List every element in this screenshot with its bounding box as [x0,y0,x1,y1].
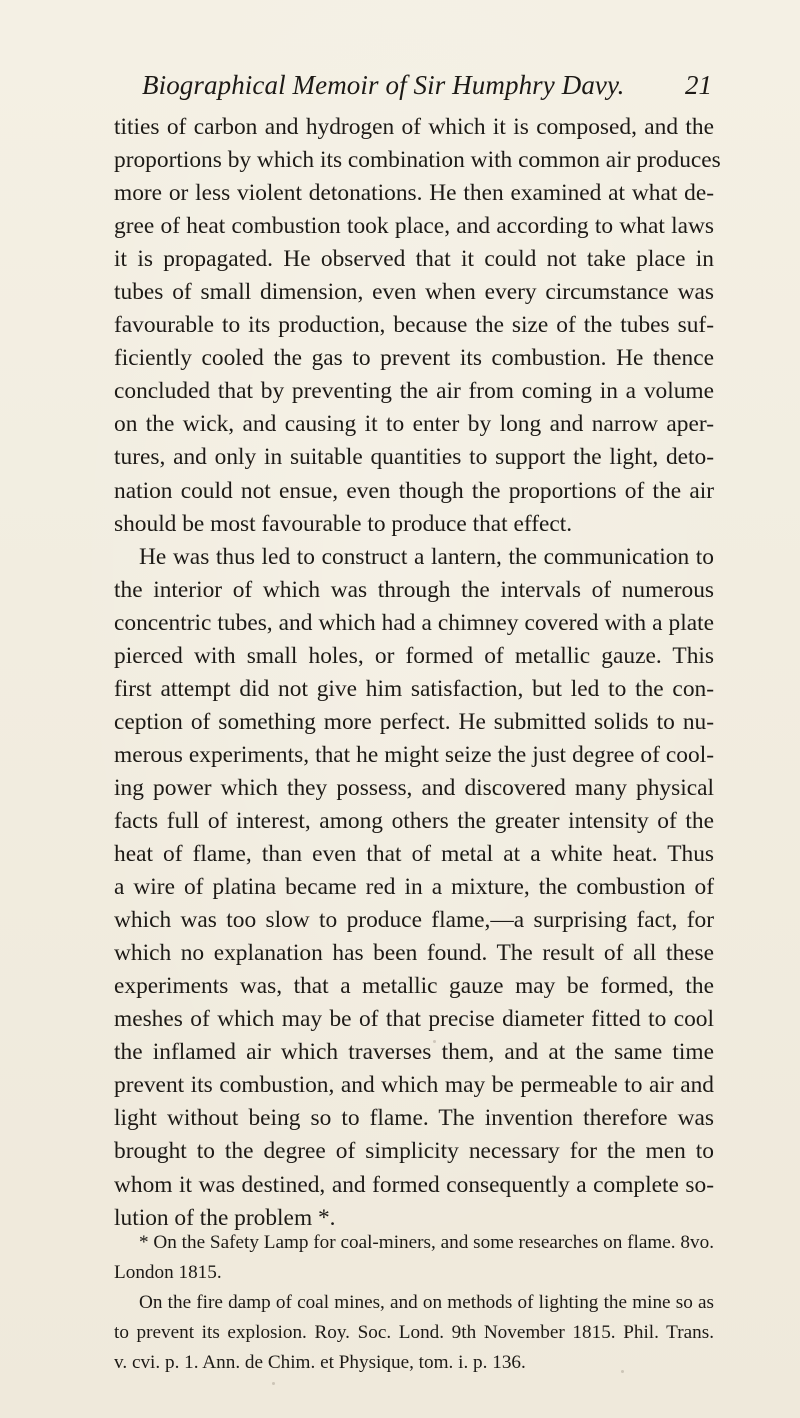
text-line: nation could not ensue, even though the proportions of the air [114,477,714,504]
paragraph-first-line: He was thus led to construct a lantern, the communication to [139,543,714,570]
text-line: merous experiments, that he might seize the just degree of cool- [114,741,714,768]
paper-speck [272,1382,275,1385]
text-line: heat of flame, than even that of metal at a white heat. Thus [114,841,714,868]
text-line: concentric tubes, and which had a chimney covered with a plate [114,609,714,636]
text-line: pierced with small holes, or formed of metallic gauze. This [114,642,714,669]
text-line: brought to the degree of simplicity necessary for the men to [114,1138,714,1165]
text-line: more or less violent detonations. He then examined at what de- [114,180,714,207]
footnote-line: to prevent its explosion. Roy. Soc. Lond. 9th November 1815. Phil. Trans. [114,1322,714,1343]
text-line: prevent its combustion, and which may be permeable to air and [114,1072,714,1099]
text-line: on the wick, and causing it to enter by long and narrow aper- [114,411,714,438]
body-text [114,111,721,1235]
page-number: 21 [685,70,712,100]
text-line: the inflamed air which traverses them, and at the same time [114,1039,714,1066]
text-line: whom it was destined, and formed consequently a complete so- [114,1171,714,1198]
footnote-line: * On the Safety Lamp for coal-miners, and some researches on flame. 8vo. [139,1232,714,1253]
text-line: it is propagated. He observed that it could not take place in [114,246,714,273]
text-line: first attempt did not give him satisfaction, but led to the con- [114,675,714,702]
footnote-line: v. cvi. p. 1. Ann. de Chim. et Physique, tom. i. p. 136. [114,1352,526,1373]
text-line: light without being so to flame. The invention therefore was [114,1105,714,1132]
text-line: ficiently cooled the gas to prevent its combustion. He thence [114,345,714,372]
text-line: ception of something more perfect. He submitted solids to nu- [114,708,714,735]
text-line: which was too slow to produce flame,—a surprising fact, for [114,907,714,934]
text-line: favourable to its production, because the size of the tubes suf- [114,312,714,339]
text-line: facts full of interest, among others the greater intensity of the [114,807,714,834]
footnote-line: On the fire damp of coal mines, and on methods of lighting the mine so as [139,1292,714,1313]
footnote-line: London 1815. [114,1262,222,1283]
running-head: Biographical Memoir of Sir Humphry Davy. [142,70,625,100]
text-line: tures, and only in suitable quantities to support the light, deto- [114,444,714,471]
text-line: the interior of which was through the intervals of numerous [114,576,714,603]
text-line: meshes of which may be of that precise diameter fitted to cool [114,1006,714,1033]
text-line: proportions by which its combination with common air produces [114,147,721,174]
paper-speck [433,1040,436,1043]
text-line: which no explanation has been found. The result of all these [114,940,714,967]
paragraph-end-line: should be most favourable to produce that effect. [114,510,573,537]
paragraph-end-line: lution of the problem *. [114,1204,336,1231]
text-line: concluded that by preventing the air from coming in a volume [114,378,714,405]
text-line: experiments was, that a metallic gauze may be formed, the [114,973,714,1000]
paper-speck [621,1370,624,1373]
text-line: tubes of small dimension, even when every circumstance was [114,279,714,306]
text-line: tities of carbon and hydrogen of which it is composed, and the [114,114,714,140]
footnotes [114,1228,714,1378]
page-header [142,70,712,108]
text-line: gree of heat combustion took place, and according to what laws [114,213,714,240]
text-line: ing power which they possess, and discovered many physical [114,774,714,801]
text-line: a wire of platina became red in a mixture, the combustion of [114,874,714,901]
